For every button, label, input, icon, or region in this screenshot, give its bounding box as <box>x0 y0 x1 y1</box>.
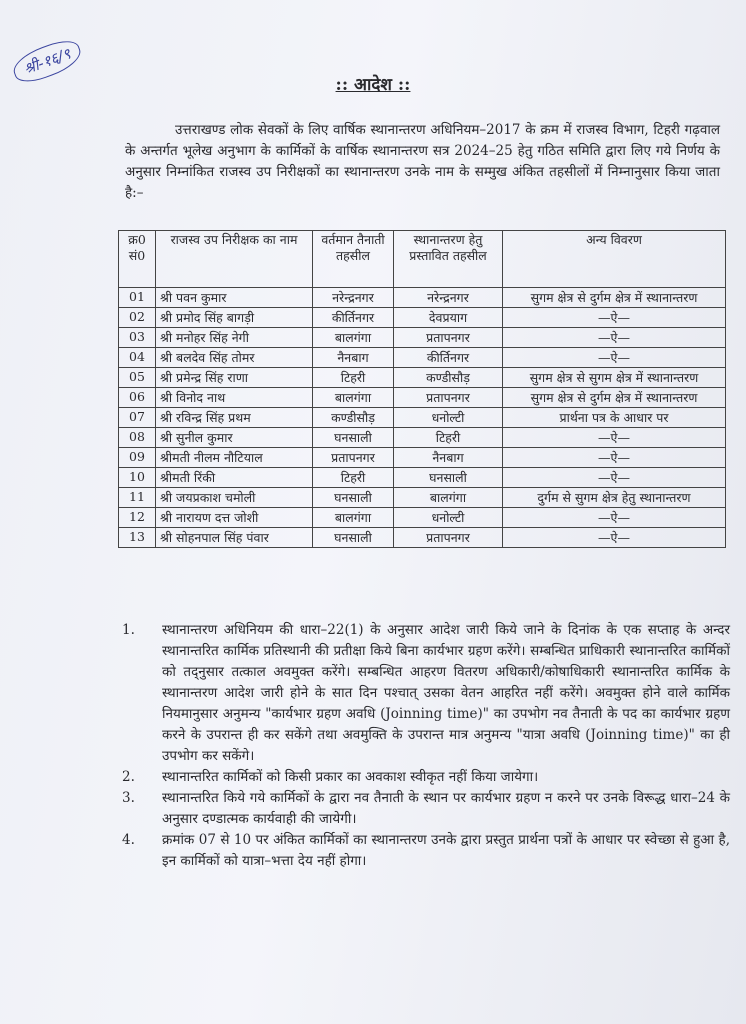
row-remarks: —ऐ— <box>503 308 726 328</box>
row-remarks: दुर्गम से सुगम क्षेत्र हेतु स्थानान्तरण <box>503 488 726 508</box>
instruction-text: स्थानान्तरण अधिनियम की धारा–22(1) के अनुसार आदेश जारी किये जाने के दिनांक के एक सप्ताह के अन्दर स्थानान्तरित कार्मिक प्रतिस्थानी की प्रतीक्षा किये बिना कार्यभार ग्रहण करेंगे। सम्बन्धित प्राधिकारी स्थानान्तरित कार्मिकों को तद्नुसार तत्काल अवमुक्त करेंगे। सम्बन्धित आहरण वितरण अधिकारी/कोषाधिकारी स्थानान्तरित कार्मिक के स्थानान्तरण आदेश जारी होने के सात दिन पश्चात् उसका वेतन आहरित नहीं करेंगे। अवमुक्त होने वाले कार्मिक नियमानुसार अनुमन्य "कार्यभार ग्रहण अवधि (Joinning time)" का उपभोग नव तैनाती के पद का कार्यभार ग्रहण करने के उपरान्त ही कर सकेंगे तथा अवमुक्ति के उपरान्त मात्र अनुमन्य "यात्रा अवधि (Joinning time)" का ही उपभोग कर सकेंगे। <box>162 622 730 764</box>
row-remarks: —ऐ— <box>503 348 726 368</box>
row-serial: 06 <box>119 388 156 408</box>
row-proposed-tehsil: देवप्रयाग <box>394 308 503 328</box>
header-current-tehsil: वर्तमान तैनाती तहसील <box>313 231 394 288</box>
row-serial: 07 <box>119 408 156 428</box>
row-current-tehsil: नरेन्द्रनगर <box>313 288 394 308</box>
table-row <box>119 528 726 548</box>
row-name: श्री बलदेव सिंह तोमर <box>156 348 313 368</box>
row-name: श्री विनोद नाथ <box>156 388 313 408</box>
row-current-tehsil: घनसाली <box>313 428 394 448</box>
row-current-tehsil: टिहरी <box>313 468 394 488</box>
table-row <box>119 328 726 348</box>
row-remarks: —ऐ— <box>503 328 726 348</box>
transfer-table <box>118 230 726 548</box>
row-remarks: सुगम क्षेत्र से दुर्गम क्षेत्र में स्थानान्तरण <box>503 288 726 308</box>
row-serial: 12 <box>119 508 156 528</box>
row-proposed-tehsil: धनोल्टी <box>394 508 503 528</box>
row-current-tehsil: बालगंगा <box>313 328 394 348</box>
row-serial: 11 <box>119 488 156 508</box>
row-current-tehsil: घनसाली <box>313 528 394 548</box>
row-proposed-tehsil: नैनबाग <box>394 448 503 468</box>
order-heading: :: आदेश :: <box>335 75 411 95</box>
row-current-tehsil: कण्डीसौड़ <box>313 408 394 428</box>
row-proposed-tehsil: घनसाली <box>394 468 503 488</box>
table-body <box>119 288 726 548</box>
row-serial: 08 <box>119 428 156 448</box>
row-name: श्री सोहनपाल सिंह पंवार <box>156 528 313 548</box>
table-row <box>119 508 726 528</box>
row-proposed-tehsil: प्रतापनगर <box>394 528 503 548</box>
instruction-number: 3. <box>122 790 135 806</box>
row-name: श्री रविन्द्र सिंह प्रथम <box>156 408 313 428</box>
row-serial: 05 <box>119 368 156 388</box>
row-proposed-tehsil: प्रतापनगर <box>394 388 503 408</box>
row-current-tehsil: बालगंगा <box>313 388 394 408</box>
row-current-tehsil: टिहरी <box>313 368 394 388</box>
row-serial: 04 <box>119 348 156 368</box>
row-serial: 03 <box>119 328 156 348</box>
header-serial: क्र0 सं0 <box>119 231 156 288</box>
row-remarks: —ऐ— <box>503 448 726 468</box>
instruction-3 <box>110 788 730 830</box>
row-name: श्री पवन कुमार <box>156 288 313 308</box>
row-remarks: —ऐ— <box>503 468 726 488</box>
handwritten-note: श्री-१६/९ <box>9 35 85 87</box>
row-remarks: प्रार्थना पत्र के आधार पर <box>503 408 726 428</box>
header-name: राजस्व उप निरीक्षक का नाम <box>156 231 313 288</box>
table-row <box>119 388 726 408</box>
row-proposed-tehsil: नरेन्द्रनगर <box>394 288 503 308</box>
table-row <box>119 348 726 368</box>
table-row <box>119 428 726 448</box>
row-current-tehsil: बालगंगा <box>313 508 394 528</box>
row-proposed-tehsil: प्रतापनगर <box>394 328 503 348</box>
row-proposed-tehsil: धनोल्टी <box>394 408 503 428</box>
table-row <box>119 488 726 508</box>
row-name: श्रीमती नीलम नौटियाल <box>156 448 313 468</box>
row-current-tehsil: नैनबाग <box>313 348 394 368</box>
row-current-tehsil: कीर्तिनगर <box>313 308 394 328</box>
instruction-4 <box>110 830 730 872</box>
row-proposed-tehsil: बालगंगा <box>394 488 503 508</box>
row-proposed-tehsil: टिहरी <box>394 428 503 448</box>
row-remarks: सुगम क्षेत्र से सुगम क्षेत्र में स्थानान्तरण <box>503 368 726 388</box>
table-row <box>119 448 726 468</box>
table-row <box>119 468 726 488</box>
row-name: श्री प्रमेन्द्र सिंह राणा <box>156 368 313 388</box>
row-serial: 09 <box>119 448 156 468</box>
row-remarks: —ऐ— <box>503 528 726 548</box>
instruction-number: 4. <box>122 832 135 848</box>
row-name: श्री सुनील कुमार <box>156 428 313 448</box>
row-current-tehsil: घनसाली <box>313 488 394 508</box>
instruction-2 <box>110 767 730 788</box>
instruction-text: स्थानान्तरित किये गये कार्मिकों के द्वारा नव तैनाती के स्थान पर कार्यभार ग्रहण न करने पर उनके विरूद्ध धारा–24 के अनुसार दण्डात्मक कार्यवाही की जायेगी। <box>162 790 730 827</box>
row-serial: 02 <box>119 308 156 328</box>
instruction-text: स्थानान्तरित कार्मिकों को किसी प्रकार का अवकाश स्वीकृत नहीं किया जायेगा। <box>162 769 539 785</box>
table-row <box>119 408 726 428</box>
row-serial: 13 <box>119 528 156 548</box>
row-remarks: —ऐ— <box>503 508 726 528</box>
row-current-tehsil: प्रतापनगर <box>313 448 394 468</box>
row-name: श्री प्रमोद सिंह बागड़ी <box>156 308 313 328</box>
row-remarks: सुगम क्षेत्र से दुर्गम क्षेत्र में स्थानान्तरण <box>503 388 726 408</box>
row-name: श्री जयप्रकाश चमोली <box>156 488 313 508</box>
intro-paragraph: उत्तराखण्ड लोक सेवकों के लिए वार्षिक स्थानान्तरण अधिनियम–2017 के क्रम में राजस्व विभाग, टिहरी गढ़वाल के अन्तर्गत भूलेख अनुभाग के कार्मिकों के वार्षिक स्थानान्तरण सत्र 2024–25 हेतु गठित समिति द्वारा लिए गये निर्णय के अनुसार निम्नांकित राजस्व उप निरीक्षकों का स्थानान्तरण उनके नाम के सम्मुख अंकित तहसीलों में निम्नानुसार किया जाता है:– <box>125 122 720 201</box>
instruction-text: क्रमांक 07 से 10 पर अंकित कार्मिकों का स्थानान्तरण उनके द्वारा प्रस्तुत प्रार्थना पत्रों के आधार पर स्वेच्छा से हुआ है, इन कार्मिकों को यात्रा–भत्ता देय नहीं होगा। <box>162 832 730 869</box>
row-name: श्रीमती रिंकी <box>156 468 313 488</box>
row-serial: 01 <box>119 288 156 308</box>
row-remarks: —ऐ— <box>503 428 726 448</box>
instruction-number: 2. <box>122 769 135 785</box>
header-proposed-tehsil: स्थानान्तरण हेतु प्रस्तावित तहसील <box>394 231 503 288</box>
table-row <box>119 368 726 388</box>
row-proposed-tehsil: कीर्तिनगर <box>394 348 503 368</box>
table-row <box>119 288 726 308</box>
instruction-number: 1. <box>122 622 135 638</box>
row-name: श्री मनोहर सिंह नेगी <box>156 328 313 348</box>
row-proposed-tehsil: कण्डीसौड़ <box>394 368 503 388</box>
header-remarks: अन्य विवरण <box>503 231 726 288</box>
row-serial: 10 <box>119 468 156 488</box>
instruction-1 <box>110 620 730 767</box>
table-row <box>119 308 726 328</box>
table-header-row <box>119 231 726 288</box>
instructions-list <box>110 620 730 872</box>
row-name: श्री नारायण दत्त जोशी <box>156 508 313 528</box>
